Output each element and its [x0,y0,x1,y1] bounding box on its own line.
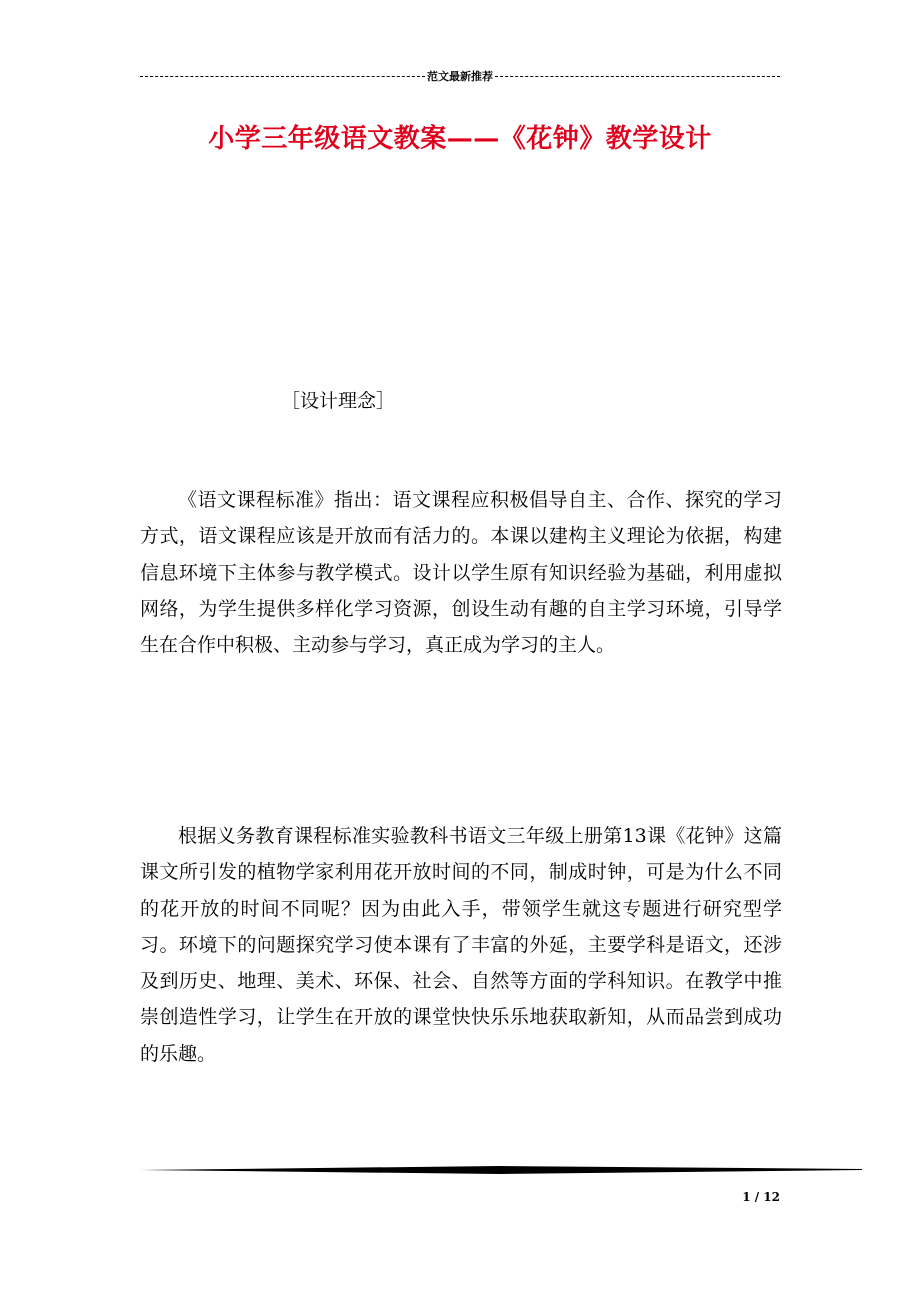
header-left-dashes [140,76,425,77]
page-number: 1 / 12 [742,1190,780,1204]
section-heading: ［设计理念］ [281,390,396,412]
document-title: 小学三年级语文教案——《花钟》教学设计 [208,124,712,154]
header-right-dashes [495,76,780,77]
footer-rule [140,1164,862,1176]
page-header [140,66,780,86]
paragraph-2: 根据义务教育课程标准实验教科书语文三年级上册第13课《花钟》这篇课文所引发的植物学家利用花开放时间的不同，制成时钟，可是为什么不同的花开放的时间不同呢？因为由此入手，带领学生就这专题进行研究型学习。环境下的问题探究学习使本课有了丰富的外延，主要学科是语文，还涉及到历史、地理、美术、环保、社会、自然等方面的学科知识。在教学中推崇创造性学习，让学生在开放的课堂快快乐乐地获取新知，从而品尝到成功的乐趣。 [140,825,782,1065]
header-label: 范文最新推荐 [427,70,493,83]
paragraph-1: 《语文课程标准》指出：语文课程应积极倡导自主、合作、探究的学习方式，语文课程应该是开放而有活力的。本课以建构主义理论为依据，构建信息环境下主体参与教学模式。设计以学生原有知识经验为基础，利用虚拟网络，为学生提供多样化学习资源，创设生动有趣的自主学习环境，引导学生在合作中积极、主动参与学习，真正成为学习的主人。 [140,489,782,657]
